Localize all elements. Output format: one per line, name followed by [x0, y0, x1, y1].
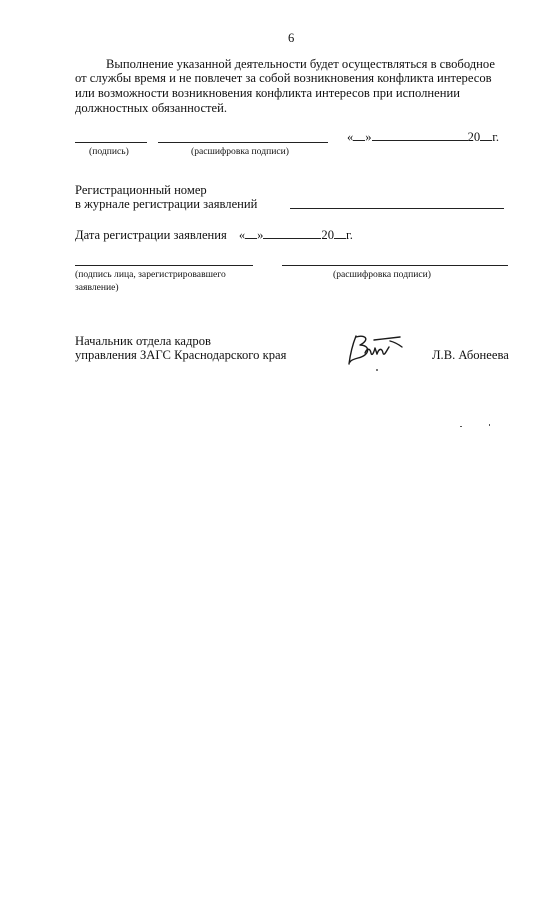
page-number: 6	[288, 31, 295, 45]
registration-number-label-1: Регистрационный номер	[75, 183, 207, 197]
label-signature: (подпись)	[89, 146, 129, 157]
date-field	[347, 129, 499, 145]
year-blank	[480, 129, 492, 141]
date-quote-open: «	[238, 228, 246, 242]
date-quote-close: »	[257, 228, 264, 242]
registration-date-row	[75, 227, 353, 243]
day-blank	[353, 129, 365, 141]
quote-close: »	[365, 130, 372, 144]
year-prefix: 20	[467, 130, 481, 144]
month-blank	[372, 129, 468, 141]
registrar-decoding-label: (расшифровка подписи)	[333, 269, 431, 280]
signatory-name: Л.В. Абонеева	[432, 348, 509, 362]
position-line-1: Начальник отдела кадров	[75, 334, 211, 348]
registrar-signature-blank	[75, 265, 253, 266]
registration-number-blank	[290, 208, 504, 209]
paragraph-line-1: Выполнение указанной деятельности будет осуществляться в свободное	[106, 57, 495, 71]
scan-speck	[489, 424, 490, 426]
date-year-prefix: 20	[321, 228, 335, 242]
date-day-blank	[245, 227, 257, 239]
quote-open: «	[347, 130, 354, 144]
registrar-label-2: заявление)	[75, 282, 119, 293]
signature-blank	[75, 142, 147, 143]
decoding-blank	[158, 142, 328, 143]
date-month-blank	[263, 227, 321, 239]
date-year-suffix: г.	[346, 228, 353, 242]
scan-speck	[460, 426, 462, 427]
year-suffix: г.	[492, 130, 500, 144]
position-line-2: управления ЗАГС Краснодарского края	[75, 348, 287, 362]
label-decoding: (расшифровка подписи)	[191, 146, 289, 157]
registrar-label-1: (подпись лица, зарегистрировавшего	[75, 269, 226, 280]
registration-date-label: Дата регистрации заявления	[75, 228, 227, 242]
date-year-blank	[334, 227, 346, 239]
paragraph-line-3: или возможности возникновения конфликта интересов при исполнении	[75, 86, 460, 100]
handwritten-signature	[344, 328, 410, 376]
registrar-decoding-blank	[282, 265, 508, 266]
registration-number-label-2: в журнале регистрации заявлений	[75, 197, 258, 211]
paragraph-line-2: от службы время и не повлечет за собой возникновения конфликта интересов	[75, 71, 492, 85]
paragraph-line-4: должностных обязанностей.	[75, 101, 228, 115]
